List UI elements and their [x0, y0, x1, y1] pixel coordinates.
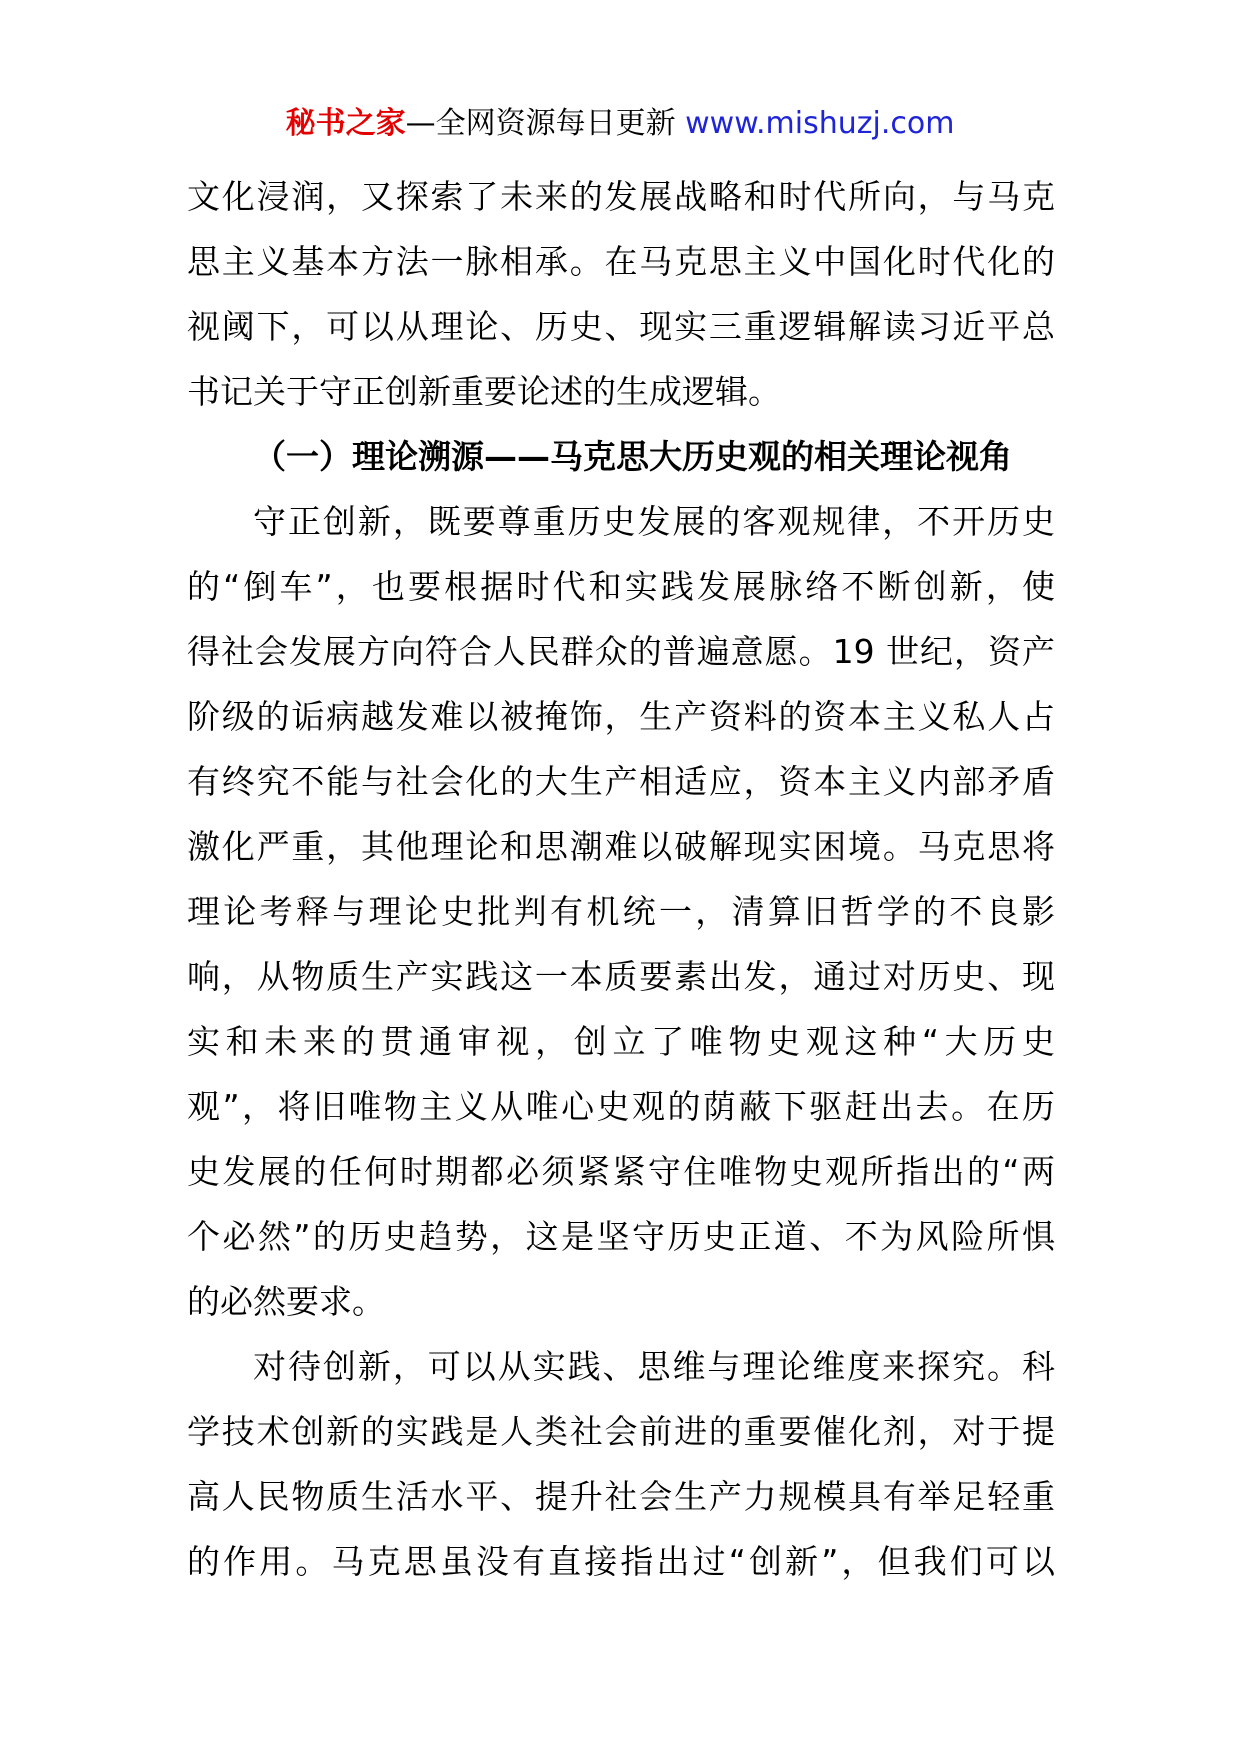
section-heading: （一）理论溯源——马克思大历史观的相关理论视角: [253, 437, 1012, 476]
header-tagline: —全网资源每日更新: [405, 106, 686, 141]
paragraph-2: [187, 489, 1055, 1334]
text-line: 高人民物质生活水平、提升社会生产力规模具有举足轻重: [187, 1477, 1055, 1516]
text-line: 的作用。马克思虽没有直接指出过“创新”，但我们可以: [187, 1542, 1055, 1581]
paragraph-1: [187, 164, 1055, 424]
text-line: 理论考释与理论史批判有机统一，清算旧哲学的不良影: [187, 892, 1055, 931]
text-line: 守正创新，既要尊重历史发展的客观规律，不开历史: [253, 502, 1055, 541]
text-line: 对待创新，可以从实践、思维与理论维度来探究。科: [253, 1347, 1055, 1386]
text-line: 文化浸润，又探索了未来的发展战略和时代所向，与马克: [187, 177, 1055, 216]
text-line: 史发展的任何时期都必须紧紧守住唯物史观所指出的“两: [187, 1152, 1055, 1191]
page-header: [0, 102, 1240, 146]
text-line: 有终究不能与社会化的大生产相适应，资本主义内部矛盾: [187, 762, 1055, 801]
text-line: 得社会发展方向符合人民群众的普遍意愿。19 世纪，资产: [187, 632, 1055, 671]
text-line: 激化严重，其他理论和思潮难以破解现实困境。马克思将: [187, 827, 1055, 866]
text-line: 思主义基本方法一脉相承。在马克思主义中国化时代化的: [187, 242, 1055, 281]
text-line: 的必然要求。: [187, 1282, 385, 1321]
text-line: 书记关于守正创新重要论述的生成逻辑。: [187, 372, 781, 411]
text-line: 实和未来的贯通审视，创立了唯物史观这种“大历史: [187, 1022, 1055, 1061]
text-line: 观”，将旧唯物主义从唯心史观的荫蔽下驱赶出去。在历: [187, 1087, 1055, 1126]
paragraph-3: [187, 1334, 1055, 1594]
text-line: 阶级的诟病越发难以被掩饰，生产资料的资本主义私人占: [187, 697, 1055, 736]
site-url-link[interactable]: www.mishuzj.com: [685, 106, 955, 141]
text-line: 视阈下，可以从理论、历史、现实三重逻辑解读习近平总: [187, 307, 1055, 346]
brand-name: 秘书之家: [285, 106, 406, 141]
text-line: 学技术创新的实践是人类社会前进的重要催化剂，对于提: [187, 1412, 1055, 1451]
article-body: [187, 164, 1055, 1594]
text-line: 个必然”的历史趋势，这是坚守历史正道、不为风险所惧: [187, 1217, 1055, 1256]
text-line: 响，从物质生产实践这一本质要素出发，通过对历史、现: [187, 957, 1055, 996]
text-line: 的“倒车”，也要根据时代和实践发展脉络不断创新，使: [187, 567, 1055, 606]
